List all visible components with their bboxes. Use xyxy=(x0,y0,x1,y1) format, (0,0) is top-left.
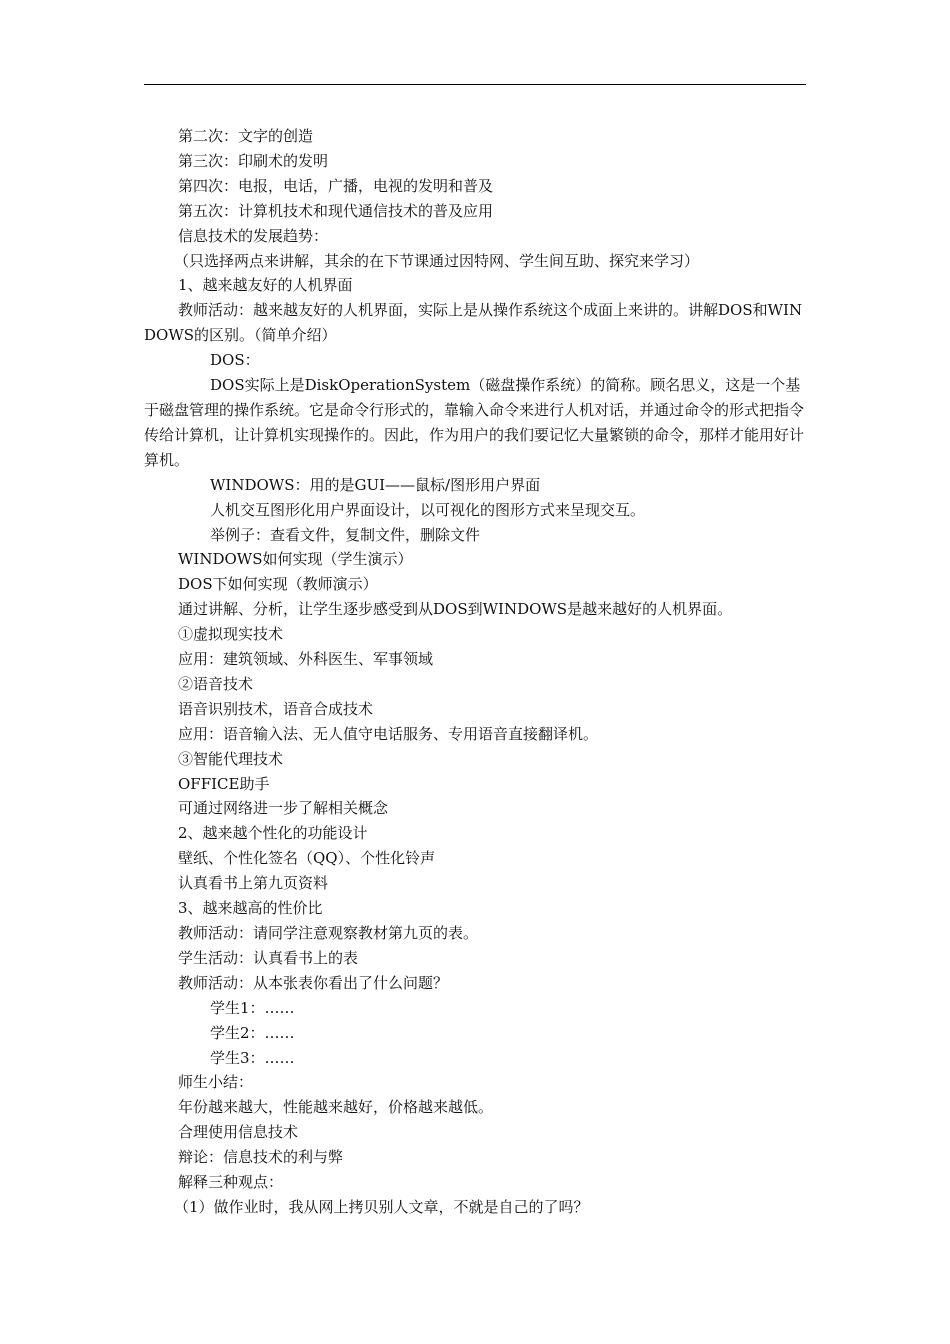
text-line: 认真看书上第九页资料 xyxy=(178,874,329,893)
text-line: 语音识别技术，语音合成技术 xyxy=(178,699,374,718)
text-line: （只选择两点来讲解，其余的在下节课通过因特网、学生间互助、探究来学习） xyxy=(174,251,700,270)
section-heading: 2、越来越个性化的功能设计 xyxy=(178,824,368,843)
list-item: ②语音技术 xyxy=(178,674,254,693)
text-line: WINDOWS如何实现（学生演示） xyxy=(178,550,413,569)
text-line: 辩论：信息技术的利与弊 xyxy=(178,1148,344,1167)
text-line: 壁纸、个性化签名（QQ）、个性化铃声 xyxy=(178,849,436,868)
paragraph: DOS实际上是DiskOperationSystem（磁盘操作系统）的简称。顾名思义，这是一个基于磁盘管理的操作系统。它是命令行形式的，靠输入命令来进行人机对话，并通过命令的形式把指令传给计算机，让计算机实现操作的。因此，作为用户的我们要记忆大量繁锁的命令，那样才能用好计算机。 xyxy=(144,376,805,469)
text-line: 第五次：计算机技术和现代通信技术的普及应用 xyxy=(178,201,494,220)
text-line: 学生活动：认真看书上的表 xyxy=(178,948,359,967)
header-rule xyxy=(144,84,806,85)
text-line: 第三次：印刷术的发明 xyxy=(178,151,329,170)
list-item: ③智能代理技术 xyxy=(178,749,284,768)
text-line: 学生2：…… xyxy=(210,1023,295,1042)
text-line: 第二次：文字的创造 xyxy=(178,127,314,145)
document-body xyxy=(144,124,808,1220)
text-line: 人机交互图形化用户界面设计，以可视化的图形方式来呈现交互。 xyxy=(210,500,646,519)
text-line: 教师活动：从本张表你看出了什么问题？ xyxy=(178,973,449,992)
section-heading: 3、越来越高的性价比 xyxy=(178,899,323,918)
text-line: 可通过网络进一步了解相关概念 xyxy=(178,799,389,818)
text-line: 通过讲解、分析，让学生逐步感受到从DOS到WINDOWS是越来越好的人机界面。 xyxy=(178,600,733,619)
section-heading: 1、越来越友好的人机界面 xyxy=(178,276,353,295)
text-line: OFFICE助手 xyxy=(178,774,270,793)
text-line: （1）做作业时，我从网上拷贝别人文章，不就是自己的了吗？ xyxy=(174,1197,589,1216)
text-line: 合理使用信息技术 xyxy=(178,1123,299,1142)
text-line: DOS下如何实现（教师演示） xyxy=(178,575,378,594)
text-line: 学生1：…… xyxy=(210,998,295,1017)
text-line: 解释三种观点： xyxy=(178,1173,284,1192)
text-line: WINDOWS：用的是GUI——鼠标/图形用户界面 xyxy=(210,475,541,494)
text-line: DOS： xyxy=(210,351,260,370)
text-line: 应用：建筑领域、外科医生、军事领域 xyxy=(178,650,434,669)
text-line: 举例子：查看文件，复制文件，删除文件 xyxy=(210,525,481,544)
text-line: 第四次：电报，电话，广播，电视的发明和普及 xyxy=(178,176,494,195)
text-line: 信息技术的发展趋势： xyxy=(178,226,329,245)
paragraph: 教师活动：越来越友好的人机界面，实际上是从操作系统这个成面上来讲的。讲解DOS和WINDOWS的区别。（简单介绍） xyxy=(144,301,803,345)
text-line: 师生小结： xyxy=(178,1073,254,1092)
text-line: 学生3：…… xyxy=(210,1048,295,1067)
text-line: 应用：语音输入法、无人值守电话服务、专用语音直接翻译机。 xyxy=(178,724,599,743)
text-line: 教师活动：请同学注意观察教材第九页的表。 xyxy=(178,924,479,942)
list-item: ①虚拟现实技术 xyxy=(178,625,284,644)
text-line: 年份越来越大，性能越来越好，价格越来越低。 xyxy=(178,1098,494,1117)
